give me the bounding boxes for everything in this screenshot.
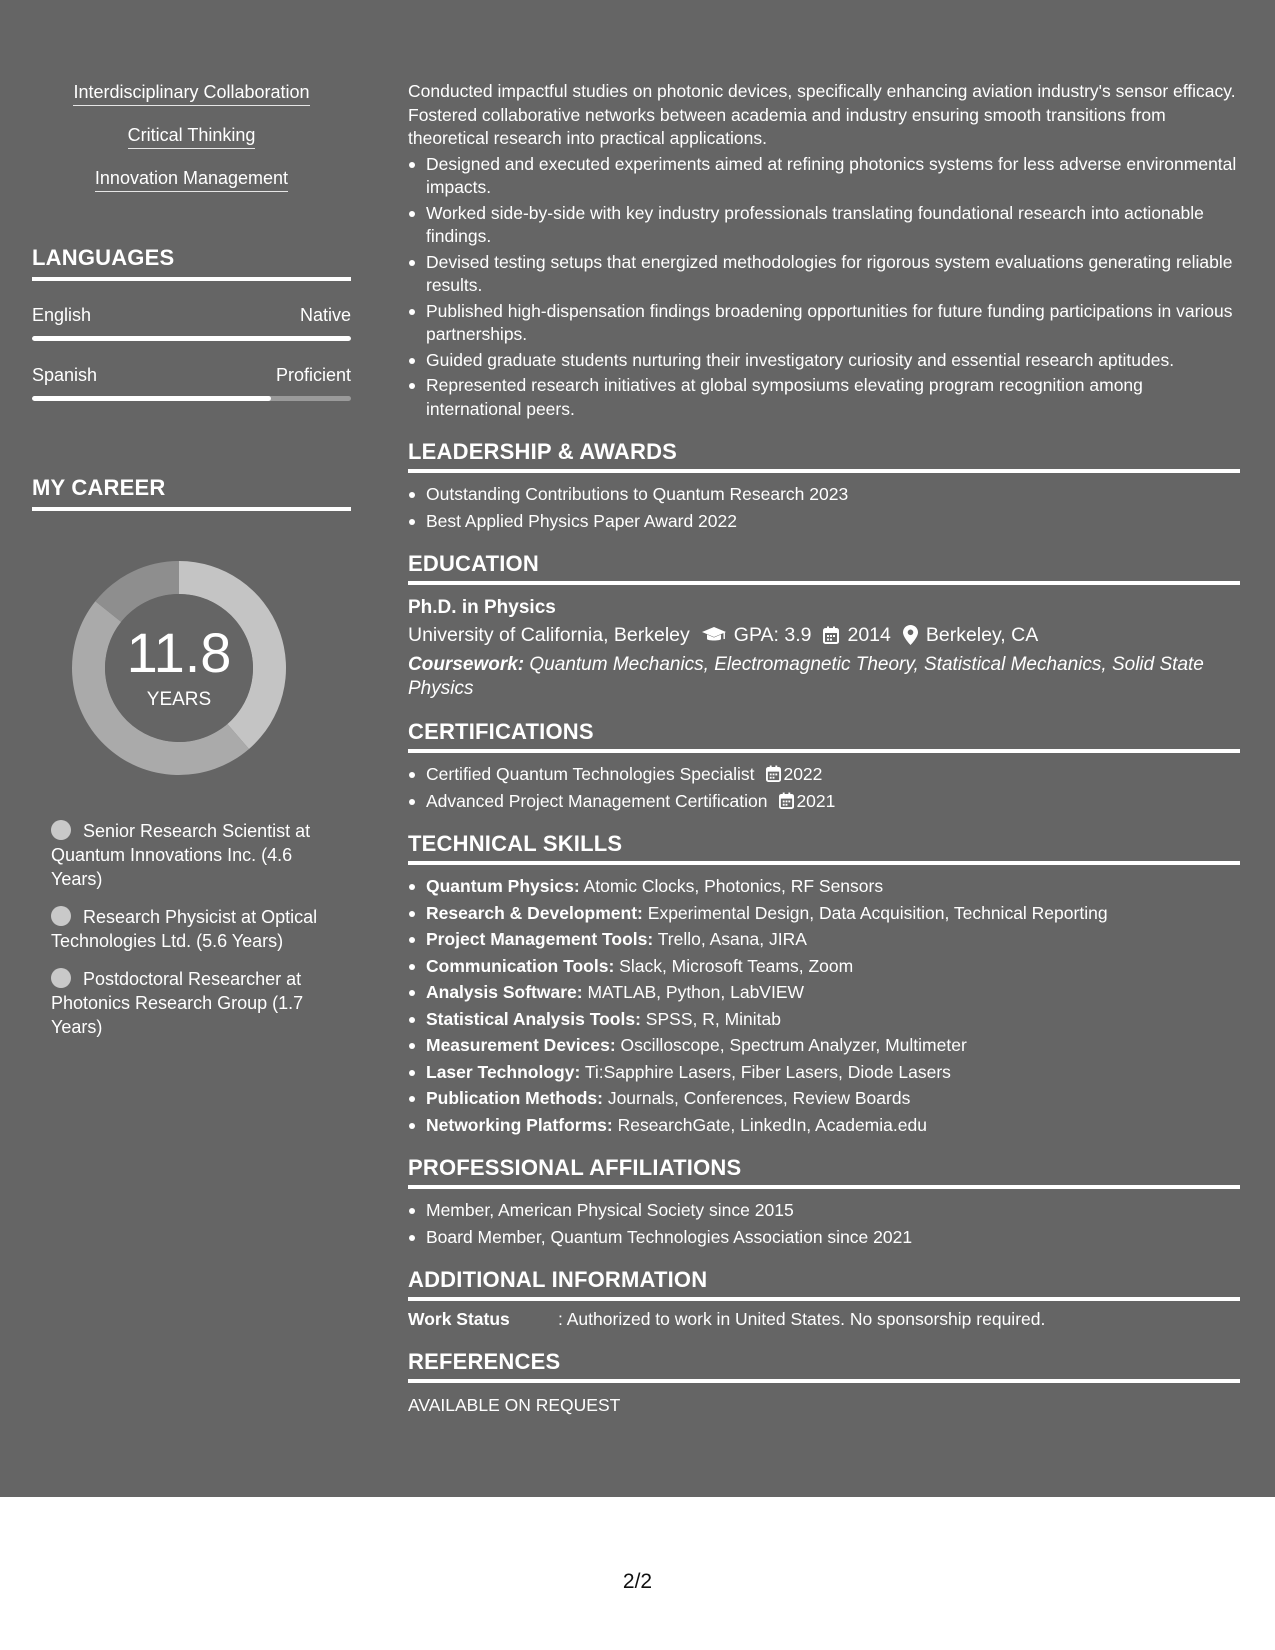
certifications-section <box>408 719 1240 813</box>
award-item: Outstanding Contributions to Quantum Research 2023 <box>408 483 1240 507</box>
experience-bullet: Published high-dispensation findings broadening opportunities for future funding participations in various partnerships. <box>408 300 1240 347</box>
certification-item <box>408 790 1240 814</box>
technical-skill-item <box>408 1087 1240 1111</box>
language-item <box>32 305 351 341</box>
career-item-text: Senior Research Scientist at Quantum Innovations Inc. (4.6 Years) <box>51 821 311 889</box>
skill-values: Slack, Microsoft Teams, Zoom <box>619 955 854 976</box>
experience-bullet: Designed and executed experiments aimed at refining photonics systems for less adverse environmental impacts. <box>408 153 1240 200</box>
skill-values: ResearchGate, LinkedIn, Academia.edu <box>617 1114 927 1135</box>
certification-name: Advanced Project Management Certification <box>426 790 768 811</box>
career-list <box>32 819 322 1039</box>
calendar-icon <box>766 765 781 782</box>
technical-skill-item <box>408 1061 1240 1085</box>
skill-values: Oscilloscope, Spectrum Analyzer, Multimeter <box>620 1035 967 1055</box>
skill-category: Research & Development: <box>426 902 643 923</box>
skill-category: Measurement Devices: <box>426 1035 616 1055</box>
affiliations-heading: PROFESSIONAL AFFILIATIONS <box>408 1155 1240 1189</box>
awards-section <box>408 439 1240 533</box>
calendar-icon <box>779 792 794 809</box>
skill-values: Atomic Clocks, Photonics, RF Sensors <box>583 876 884 896</box>
education-heading: EDUCATION <box>408 551 1240 585</box>
language-bar <box>32 336 351 341</box>
award-item: Best Applied Physics Paper Award 2022 <box>408 510 1240 534</box>
school: University of California, Berkeley <box>408 624 690 646</box>
career-item-text: Research Physicist at Optical Technologies Ltd. (5.6 Years) <box>51 907 318 951</box>
references-section <box>408 1349 1240 1416</box>
technical-skill-item <box>408 875 1240 899</box>
career-dot-icon <box>51 906 71 926</box>
experience-bullet: Worked side-by-side with key industry professionals translating foundational research into actionable findings. <box>408 202 1240 249</box>
career-item <box>51 819 322 891</box>
references-text: AVAILABLE ON REQUEST <box>408 1395 621 1415</box>
languages-heading: LANGUAGES <box>32 245 351 281</box>
work-status <box>408 1307 1240 1331</box>
experience-bullet: Guided graduate students nurturing their investigatory curiosity and essential research aptitudes. <box>408 349 1240 373</box>
career-item-text: Postdoctoral Researcher at Photonics Research Group (1.7 Years) <box>51 969 304 1037</box>
affiliations-section <box>408 1155 1240 1249</box>
language-name: English <box>32 305 92 325</box>
work-status-value: : Authorized to work in United States. No sponsorship required. <box>558 1309 1046 1329</box>
degree: Ph.D. in Physics <box>408 597 556 618</box>
technical-skills-section <box>408 831 1240 1137</box>
references-heading: REFERENCES <box>408 1349 1240 1383</box>
career-donut-chart <box>64 553 294 783</box>
experience-bullet: Represented research initiatives at global symposiums elevating program recognition among international peers. <box>408 374 1240 421</box>
technical-skill-item <box>408 1114 1240 1138</box>
skill-category: Networking Platforms: <box>426 1114 613 1135</box>
certification-item <box>408 763 1240 787</box>
career-dot-icon <box>51 820 71 840</box>
technical-skill-item <box>408 955 1240 979</box>
career-total-value: 11.8 <box>126 621 232 684</box>
language-bar <box>32 396 351 401</box>
career-total <box>64 553 294 783</box>
additional-info-section <box>408 1267 1240 1331</box>
technical-skill-item <box>408 1008 1240 1032</box>
education-details <box>408 621 1240 649</box>
skill-values: Journals, Conferences, Review Boards <box>607 1088 911 1108</box>
language-name: Spanish <box>32 365 98 385</box>
school-location: Berkeley, CA <box>925 624 1039 646</box>
language-level: Native <box>299 305 351 325</box>
languages-section <box>32 245 351 401</box>
education-section <box>408 551 1240 701</box>
skill-values: Ti:Sapphire Lasers, Fiber Lasers, Diode Lasers <box>584 1061 951 1082</box>
skill-category: Quantum Physics: <box>426 876 580 896</box>
career-item <box>51 905 322 953</box>
awards-list <box>408 483 1240 533</box>
language-item <box>32 365 351 401</box>
skill-item[interactable]: Critical Thinking <box>128 125 256 149</box>
career-section <box>32 475 351 1039</box>
certifications-heading: CERTIFICATIONS <box>408 719 1240 753</box>
skill-category: Laser Technology: <box>426 1061 581 1082</box>
technical-skill-item <box>408 902 1240 926</box>
skill-category: Publication Methods: <box>426 1088 603 1108</box>
skills-list <box>32 82 351 211</box>
language-bar-fill <box>32 336 351 341</box>
skill-category: Statistical Analysis Tools: <box>426 1008 641 1029</box>
certification-year: 2022 <box>783 764 823 784</box>
awards-heading: LEADERSHIP & AWARDS <box>408 439 1240 473</box>
skill-item[interactable]: Innovation Management <box>95 168 288 192</box>
certification-year: 2021 <box>796 790 836 811</box>
career-heading: MY CAREER <box>32 475 351 511</box>
map-pin-icon <box>903 625 918 645</box>
skill-item[interactable]: Interdisciplinary Collaboration <box>73 82 309 106</box>
additional-info-heading: ADDITIONAL INFORMATION <box>408 1267 1240 1301</box>
language-level: Proficient <box>275 365 351 385</box>
graduation-year: 2014 <box>847 624 891 646</box>
skill-category: Analysis Software: <box>426 982 583 1002</box>
gpa: GPA: 3.9 <box>733 624 812 646</box>
language-bar-fill <box>32 396 271 401</box>
page-number: 2/2 <box>622 1570 653 1593</box>
certification-name: Certified Quantum Technologies Specialist <box>426 764 755 784</box>
certifications-list <box>408 763 1240 813</box>
coursework-label: Coursework: <box>408 654 525 675</box>
calendar-icon <box>823 626 839 644</box>
experience-bullets <box>408 153 1240 422</box>
technical-skill-item <box>408 981 1240 1005</box>
main-content <box>408 80 1240 1416</box>
graduation-cap-icon <box>702 626 726 644</box>
sidebar <box>32 82 351 1053</box>
career-total-unit: YEARS <box>146 689 212 710</box>
coursework <box>408 653 1240 701</box>
career-item <box>51 967 322 1039</box>
career-dot-icon <box>51 968 71 988</box>
coursework-value: Quantum Mechanics, Electromagnetic Theory, Statistical Mechanics, Solid State Physics <box>408 654 1204 699</box>
skill-category: Communication Tools: <box>426 955 615 976</box>
technical-skill-item <box>408 1034 1240 1058</box>
skill-values: MATLAB, Python, LabVIEW <box>587 982 805 1002</box>
skill-values: Experimental Design, Data Acquisition, Technical Reporting <box>647 902 1108 923</box>
technical-skills-heading: TECHNICAL SKILLS <box>408 831 1240 865</box>
technical-skill-item <box>408 928 1240 952</box>
work-status-label: Work Status <box>408 1309 510 1329</box>
skill-values: Trello, Asana, JIRA <box>657 929 807 949</box>
experience-section <box>408 80 1240 421</box>
affiliation-item: Member, American Physical Society since 2015 <box>408 1199 1240 1223</box>
experience-intro: Conducted impactful studies on photonic devices, specifically enhancing aviation industry's sensor efficacy. Fostered collaborative networks between academia and industry ensuring smooth transitions from theoretical research into practical applications. <box>408 81 1236 148</box>
skill-values: SPSS, R, Minitab <box>645 1008 781 1029</box>
skill-category: Project Management Tools: <box>426 929 654 949</box>
affiliations-list <box>408 1199 1240 1249</box>
affiliation-item: Board Member, Quantum Technologies Association since 2021 <box>408 1226 1240 1250</box>
technical-skills-list <box>408 875 1240 1137</box>
experience-bullet: Devised testing setups that energized methodologies for rigorous system evaluations generating reliable results. <box>408 251 1240 298</box>
